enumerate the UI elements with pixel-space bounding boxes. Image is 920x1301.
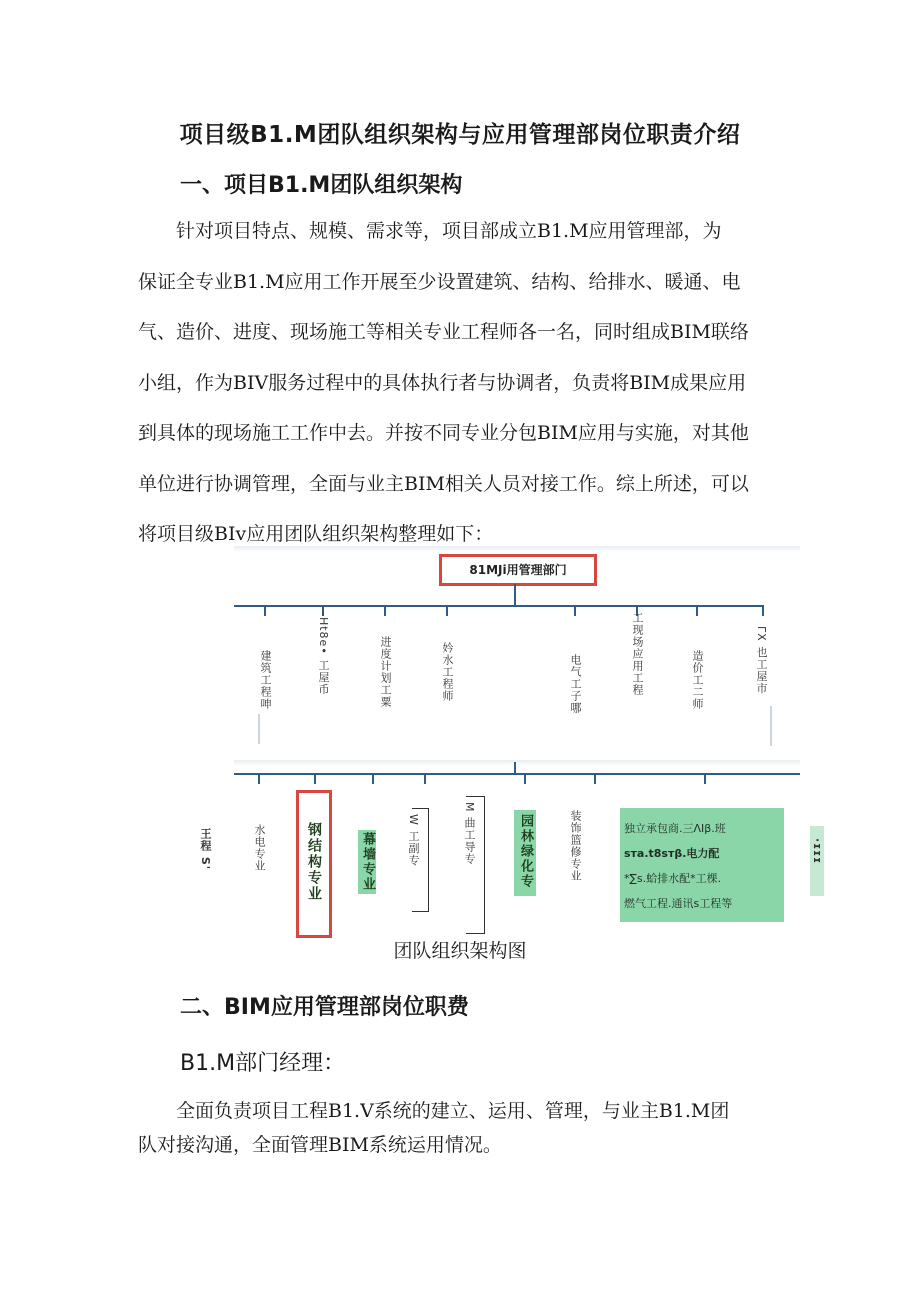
- connector-line: [264, 606, 266, 616]
- paragraph-line: 保证全专业B1.M应用工作开展至少设置建筑、结构、给排水、暖通、电: [138, 270, 741, 293]
- connector-line: [594, 774, 596, 784]
- level1-label: 造价工二师: [691, 650, 704, 710]
- level1-label: 建筑工程呻: [259, 650, 272, 710]
- document-title: 项目级B1.M团队组织架构与应用管理部岗位职责介绍: [179, 122, 741, 148]
- level1-label: 电气工子哪: [569, 654, 582, 714]
- contractors-line: *∑s.蛤排水配*工棵.: [624, 872, 722, 885]
- connector-line: [762, 606, 764, 616]
- chart-divider: [234, 760, 800, 766]
- section-2-heading: 二、BIM应用管理部岗位职费: [180, 995, 469, 1020]
- contractors-line: 燃气工程.通讯s工程等: [624, 897, 733, 910]
- org-chart-figure: [199, 546, 824, 936]
- connector-line: [704, 774, 706, 784]
- connector-line: [514, 584, 516, 606]
- paragraph-line: 将项目级BIv应用团队组织架构整理如下：: [138, 523, 494, 545]
- level2-label: 园林绿化专: [518, 814, 533, 889]
- paragraph-line: 队对接沟通，全面管理BIM系统运用情况。: [138, 1134, 502, 1156]
- chart-side-line: [770, 706, 772, 746]
- connector-line: [372, 774, 374, 784]
- contractors-panel: [620, 808, 784, 922]
- level2-label: 装饰篮修专业: [569, 810, 582, 882]
- contractors-line: 独立承包商.三ΛIβ.班: [624, 822, 726, 835]
- connector-line: [424, 774, 426, 784]
- level2-label: 幕墙专业: [360, 832, 375, 892]
- level2-label: 水电专业: [253, 824, 266, 872]
- connector-line: [524, 774, 526, 784]
- connector-line: [258, 774, 260, 784]
- level1-label: 妗水工程师: [441, 642, 454, 702]
- level2-bus-line: [234, 773, 800, 775]
- connector-line: [574, 606, 576, 616]
- role-heading: B1.M部门经理：: [180, 1051, 346, 1076]
- paragraph-line: 小组，作为BIV服务过程中的具体执行者与协调者，负责将BIM成果应用: [138, 371, 747, 394]
- section-1-paragraph: [138, 206, 788, 560]
- figure-caption: 团队组织架构图: [393, 940, 527, 962]
- paragraph-line: 针对项目特点、规模、需求等，项目部成立B1.M应用管理部，为: [176, 220, 722, 242]
- org-root-box: 81MJi用管理部门: [439, 554, 597, 586]
- level1-label: -Ht8e• 工屋币: [317, 612, 330, 696]
- paragraph-line: 气、造价、进度、现场施工等相关专业工程师各一名，同时组成BIM联络: [138, 321, 749, 343]
- connector-line: [696, 606, 698, 616]
- level2-label: 王程 S': [199, 828, 212, 871]
- level2-label: M 曲工导专: [463, 802, 476, 865]
- level1-label: 进度计划工粟: [379, 636, 392, 708]
- contractors-line: sтa.t8sтβ.电力配: [624, 847, 720, 860]
- connector-line: [446, 606, 448, 616]
- connector-line: [314, 774, 316, 784]
- role-paragraph: [138, 1094, 788, 1162]
- edge-fragment: ·ɪɪɪ: [811, 838, 824, 865]
- connector-line: [384, 606, 386, 616]
- level2-label: W 工副专: [407, 814, 420, 867]
- connector-line: [514, 762, 516, 774]
- level2-label: 钢结构专业: [306, 822, 322, 902]
- level1-bus-line: [234, 605, 764, 607]
- level1-label: ΓX 也工屋市: [755, 626, 768, 695]
- level1-label: 工现场应用工程: [631, 612, 644, 696]
- chart-side-line: [258, 714, 260, 744]
- chart-top-border: [234, 546, 800, 552]
- paragraph-line: 到具体的现场施工工作中去。并按不同专业分包BIM应用与实施，对其他: [138, 422, 749, 444]
- paragraph-line: 全面负责项目工程B1.V系统的建立、运用、管理，与业主B1.M团: [176, 1100, 730, 1122]
- paragraph-line: 单位进行协调管理，全面与业主BIM相关人员对接工作。综上所述，可以: [138, 472, 749, 495]
- section-1-heading: 一、项目B1.M团队组织架构: [180, 173, 463, 198]
